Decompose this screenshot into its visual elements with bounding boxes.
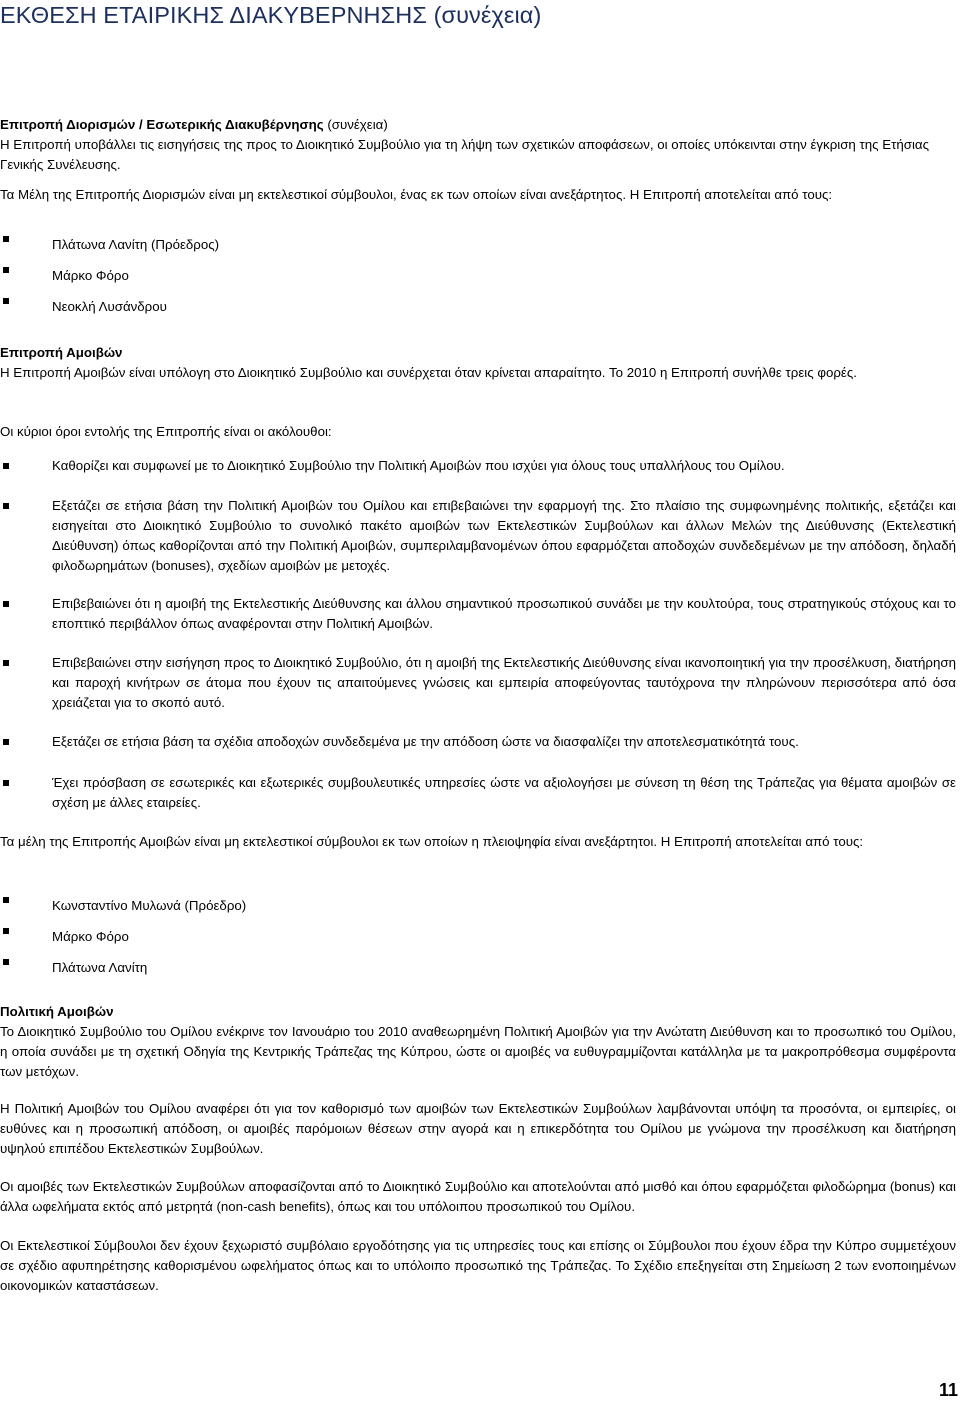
terms-list <box>0 594 956 634</box>
nominations-section <box>0 115 956 175</box>
nominations-members-list <box>0 229 956 322</box>
section-heading-policy: Πολιτική Αμοιβών <box>0 1004 114 1019</box>
paragraph: Οι αμοιβές των Εκτελεστικών Συμβούλων αποφασίζονται από το Διοικητικό Συμβούλιο και αποτελούνται από μισθό και όπου εφαρμόζεται φιλοδώρημα (bonus) και άλλα ωφελήματα εκτός από μετρητά (non-cash benefits), όπως και του υπόλοιπου προσωπικού του Ομίλου. <box>0 1179 956 1214</box>
section-heading-nominations <box>0 115 956 135</box>
list-item: Επιβεβαιώνει ότι η αμοιβή της Εκτελεστικής Διεύθυνσης και άλλου σημαντικού προσωπικού συνάδει με την κουλτούρα, τους στρατηγικούς στόχους και το εποπτικό περιβάλλον όπως αναφέρονται στην Πολιτική Αμοιβών. <box>0 594 956 634</box>
list-item: Μάρκο Φόρο <box>0 921 956 952</box>
list-item: Μάρκο Φόρο <box>0 260 956 291</box>
paragraph: Οι κύριοι όροι εντολής της Επιτροπής είναι οι ακόλουθοι: <box>0 424 332 439</box>
paragraph: Οι Εκτελεστικοί Σύμβουλοι δεν έχουν ξεχωριστό συμβόλαιο εργοδότησης για τις υπηρεσίες τους και επίσης οι Σύμβουλοι που έχουν έδρα την Κύπρο συμμετέχουν σε σχέδιο αφυπηρέτησης καθορισμένου ωφελήματος όπως και το υπόλοιπο προσωπικό της Τράπεζας. Το Σχέδιο επεξηγείται στη Σημείωση 2 των ενοποιημένων οικονομικών καταστάσεων. <box>0 1238 956 1293</box>
list-item: Νεοκλή Λυσάνδρου <box>0 291 956 322</box>
page-number: 11 <box>938 1380 958 1400</box>
list-item: Πλάτωνα Λανίτη (Πρόεδρος) <box>0 229 956 260</box>
terms-list <box>0 732 956 752</box>
terms-list <box>0 456 956 476</box>
list-item: Έχει πρόσβαση σε εσωτερικές και εξωτερικές συμβουλευτικές υπηρεσίες ώστε να αξιολογήσει με σύνεση τη θέση της Τράπεζας για θέματα αμοιβών σε σχέση με άλλες εταιρείες. <box>0 773 956 813</box>
paragraph: Η Επιτροπή Αμοιβών είναι υπόλογη στο Διοικητικό Συμβούλιο και συνέρχεται όταν κρίνεται απαραίτητο. Το 2010 η Επιτροπή συνήλθε τρεις φορές. <box>0 365 857 380</box>
paragraph: Τα Μέλη της Επιτροπής Διορισμών είναι μη εκτελεστικοί σύμβουλοι, ένας εκ των οποίων είναι ανεξάρτητος. Η Επιτροπή αποτελείται από τους: <box>0 187 833 202</box>
list-item: Κωνσταντίνο Μυλωνά (Πρόεδρο) <box>0 890 956 921</box>
list-item: Πλάτωνα Λανίτη <box>0 952 956 983</box>
terms-list <box>0 496 956 576</box>
paragraph: Τα μέλη της Επιτροπής Αμοιβών είναι μη εκτελεστικοί σύμβουλοι εκ των οποίων η πλειοψηφία είναι ανεξάρτητοι. Η Επιτροπή αποτελείται από τους: <box>0 834 864 849</box>
list-item: Εξετάζει σε ετήσια βάση την Πολιτική Αμοιβών του Ομίλου και επιβεβαιώνει την εφαρμογή της. Στο πλαίσιο της συμφωνημένης πολιτικής, εξετάζει και εισηγείται στο Διοικητικό Συμβούλιο το συνολικό πακέτο αμοιβών των Εκτελεστικών Συμβούλων και άλλων Μελών της Διεύθυνσης (Εκτελεστική Διεύθυνση) όπως καθορίζονται από την Πολιτική Αμοιβών, συμπεριλαμβανομένων όπου εφαρμόζεται αποδοχών συνδεδεμένων με την απόδοση, δηλαδή φιλοδωρημάτων (bonuses), σχεδίων αμοιβών με μετοχές. <box>0 496 956 576</box>
paragraph: Η Επιτροπή υποβάλλει τις εισηγήσεις της προς το Διοικητικό Συμβούλιο για τη λήψη των σχετικών αποφάσεων, οι οποίες υπόκεινται στην έγκριση της Ετήσιας Γενικής Συνέλευσης. <box>0 137 930 172</box>
terms-list <box>0 773 956 813</box>
list-item: Καθορίζει και συμφωνεί με το Διοικητικό Συμβούλιο την Πολιτική Αμοιβών που ισχύει για όλους τους υπαλλήλους του Ομίλου. <box>0 456 956 476</box>
page-title: ΕΚΘΕΣΗ ΕΤΑΙΡΙΚΗΣ ΔΙΑΚΥΒΕΡΝΗΣΗΣ (συνέχεια) <box>0 2 542 28</box>
list-item: Επιβεβαιώνει στην εισήγηση προς το Διοικητικό Συμβούλιο, ότι η αμοιβή της Εκτελεστικής Διεύθυνσης είναι ικανοποιητική για την προσέλκυση, διατήρηση και παροχή κινήτρων σε άτομα που έχουν τις απαιτούμενες γνώσεις και εμπειρία αποφεύγοντας ταυτόχρονα την πληρώνουν περισσότερα από όσα χρειάζεται για το σκοπό αυτό. <box>0 653 956 713</box>
section-heading-remuneration: Επιτροπή Αμοιβών <box>0 345 123 360</box>
policy-section <box>0 1002 956 1082</box>
paragraph: Η Πολιτική Αμοιβών του Ομίλου αναφέρει ότι για τον καθορισμό των αμοιβών των Εκτελεστικών Συμβούλων λαμβάνονται υπόψη τα προσόντα, οι εμπειρίες, οι ευθύνες και η προσωπική απόδοση, οι αμοιβές παρόμοιων θέσεων στην αγορά και η επικερδότητα του Ομίλου με γνώμονα την προσέλκυση και διατήρηση υψηλού επιπέδου Εκτελεστικών Συμβούλων. <box>0 1101 956 1156</box>
heading-text: Επιτροπή Διορισμών / Εσωτερικής Διακυβέρνησης <box>0 117 324 132</box>
heading-suffix: (συνέχεια) <box>323 117 388 132</box>
terms-list <box>0 653 956 713</box>
remuneration-members-list <box>0 890 956 983</box>
paragraph: Το Διοικητικό Συμβούλιο του Ομίλου ενέκρινε τον Ιανουάριο του 2010 αναθεωρημένη Πολιτική Αμοιβών για την Ανώτατη Διεύθυνση και το προσωπικό του Ομίλου, η οποία συνάδει με τη σχετική Οδηγία της Κεντρικής Τράπεζας της Κύπρου, ώστε οι αμοιβές να ευθυγραμμίζονται κατάλληλα με τα μακροπρόθεσμα συμφέροντα των μετόχων. <box>0 1024 956 1079</box>
remuneration-section <box>0 343 956 383</box>
list-item: Εξετάζει σε ετήσια βάση τα σχέδια αποδοχών συνδεδεμένα με την απόδοση ώστε να διασφαλίζει την αποτελεσματικότητά τους. <box>0 732 956 752</box>
